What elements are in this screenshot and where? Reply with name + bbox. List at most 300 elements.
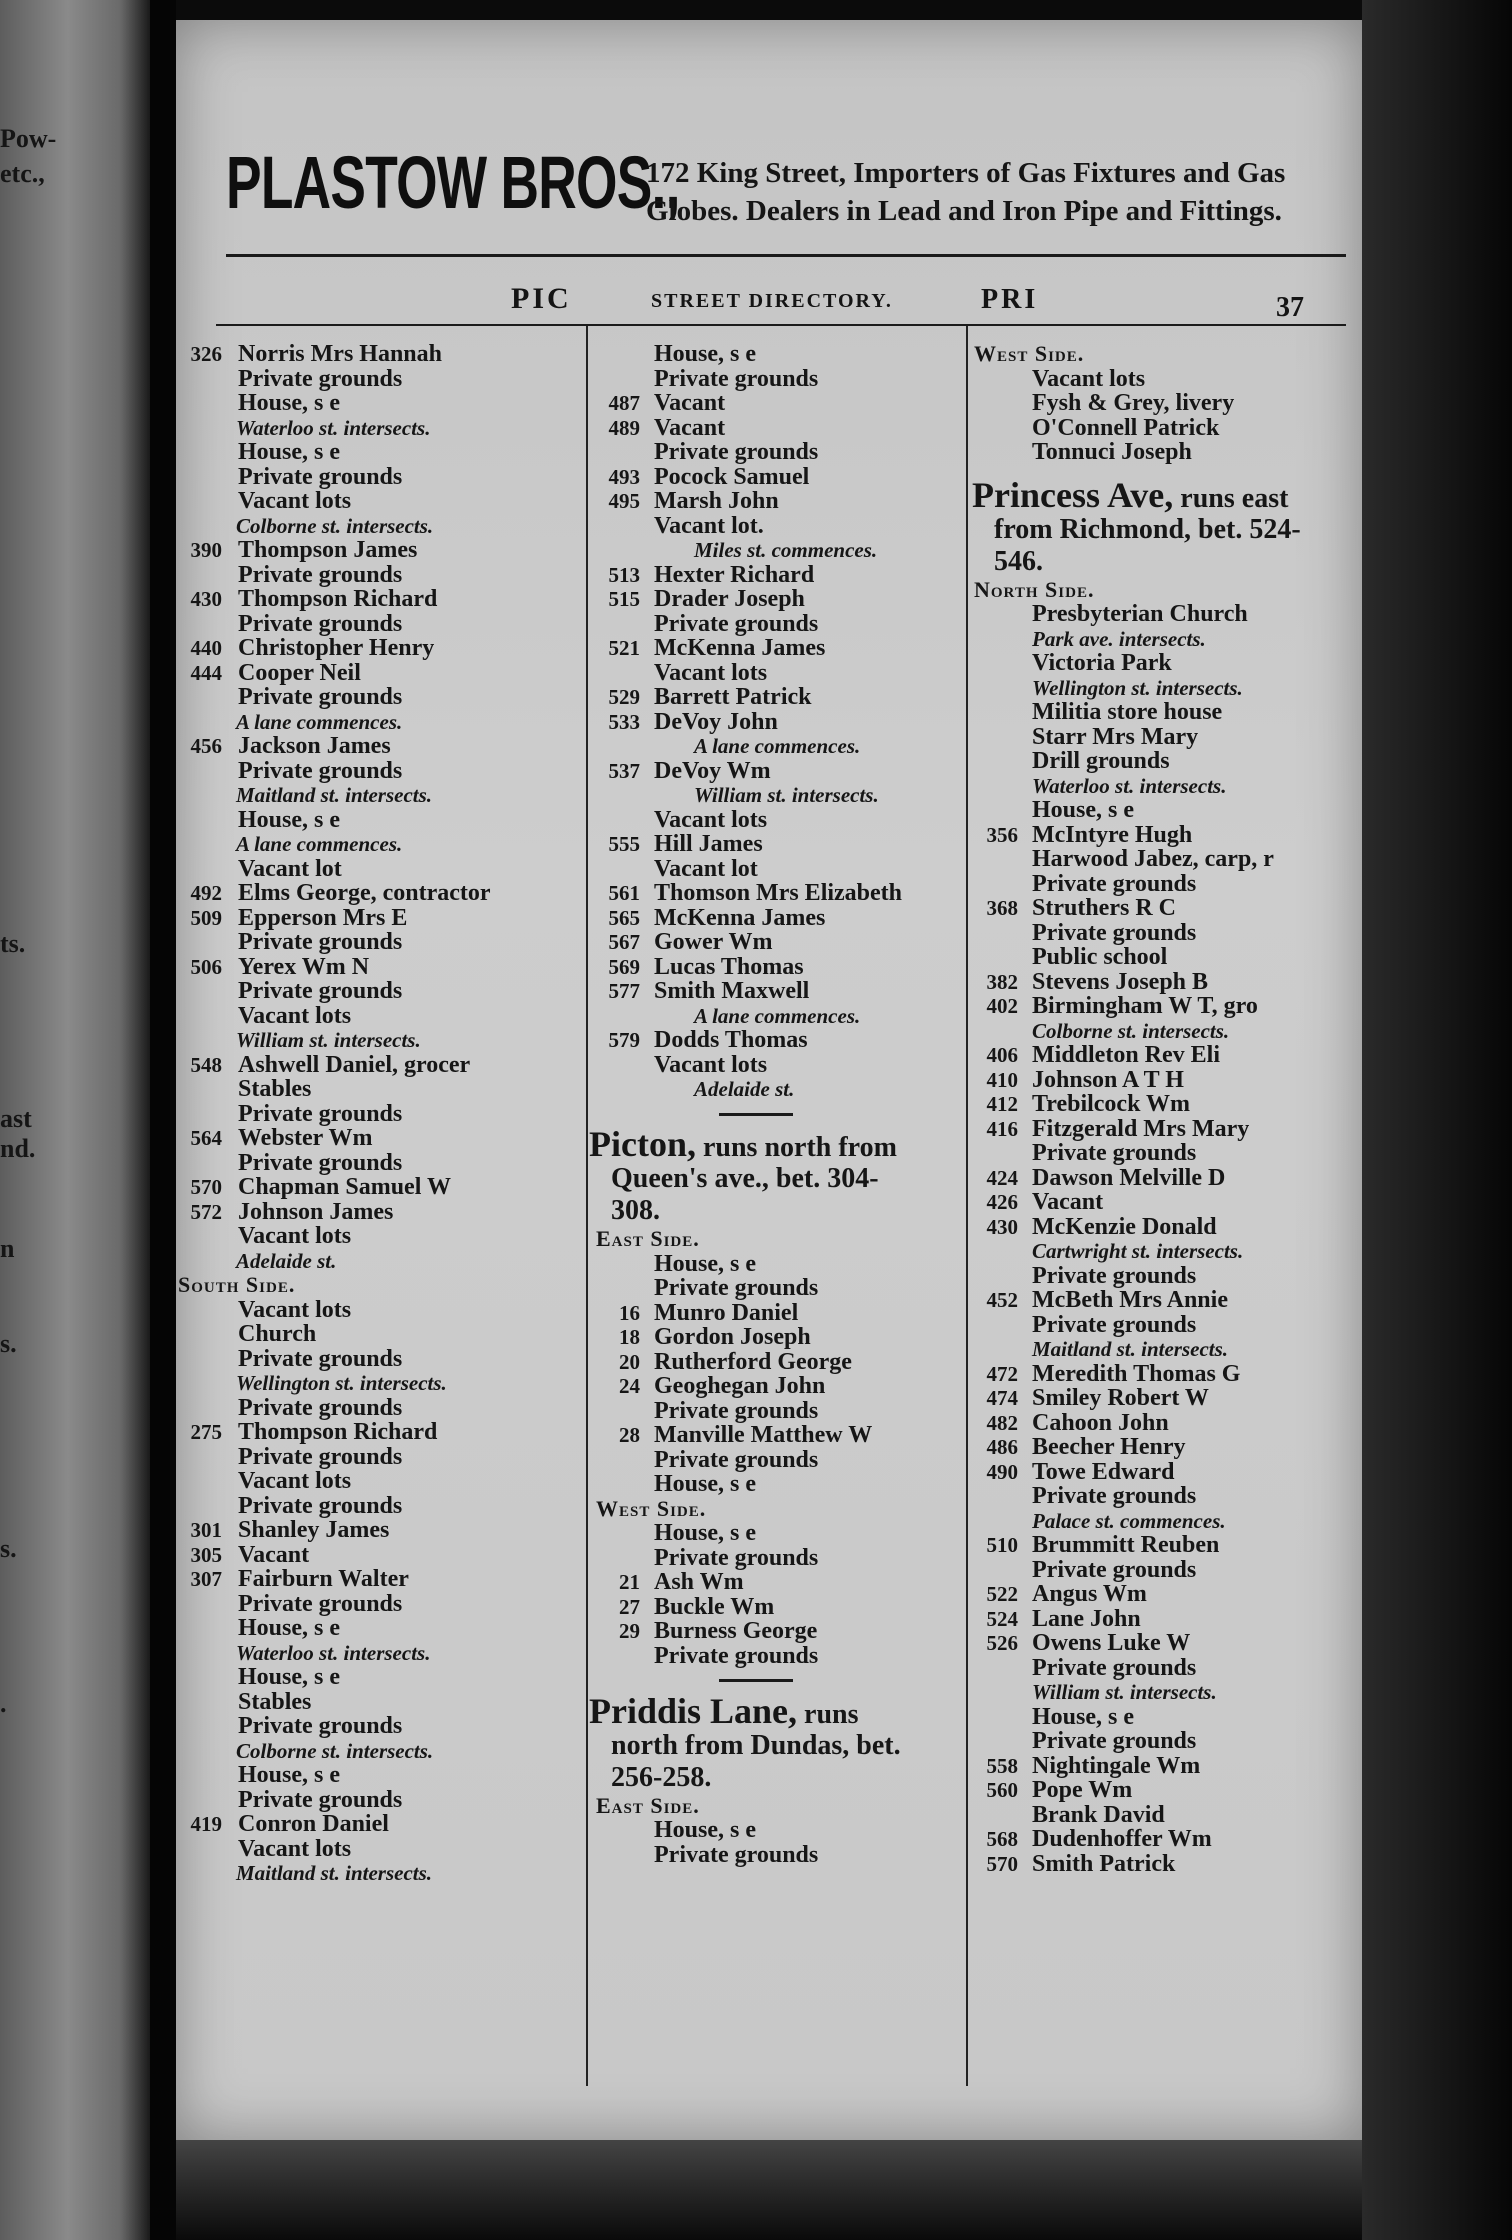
directory-entry bbox=[594, 1028, 964, 1053]
entry-name: Private grounds bbox=[1032, 1483, 1197, 1509]
directory-entry bbox=[972, 1729, 1352, 1754]
house-number: 472 bbox=[986, 1361, 1018, 1386]
entry-name: Private grounds bbox=[1032, 1654, 1197, 1681]
entry-name: House, s e bbox=[654, 1471, 756, 1497]
entry-name: Thomson Mrs Elizabeth bbox=[654, 880, 903, 906]
house-number: 522 bbox=[986, 1582, 1018, 1606]
entry-name: Vacant lots bbox=[238, 1296, 352, 1323]
house-number: 577 bbox=[608, 979, 640, 1003]
entry-name: House, s e bbox=[238, 390, 340, 416]
entry-name: Manville Matthew W bbox=[654, 1422, 873, 1448]
directory-entry bbox=[176, 1788, 576, 1813]
cross-street-note bbox=[594, 783, 964, 808]
directory-entry bbox=[176, 538, 576, 563]
entry-name: Private grounds bbox=[238, 1492, 403, 1519]
directory-entry bbox=[972, 1607, 1352, 1632]
directory-entry bbox=[594, 685, 964, 710]
house-number: 529 bbox=[608, 685, 640, 709]
directory-entry bbox=[594, 489, 964, 514]
entry-name: Vacant bbox=[1032, 1189, 1104, 1215]
entry-name: Smith Patrick bbox=[1032, 1850, 1176, 1877]
entry-name: Smiley Robert W bbox=[1032, 1385, 1209, 1411]
entry-name: Private grounds bbox=[1032, 1311, 1197, 1338]
entry-name: Vacant lots bbox=[654, 659, 768, 686]
directory-entry bbox=[176, 808, 576, 833]
directory-entry bbox=[594, 1053, 964, 1078]
street-description-text: Queen's ave., bet. 304- bbox=[611, 1163, 879, 1194]
house-number: 416 bbox=[986, 1116, 1018, 1141]
entry-name: Private grounds bbox=[1032, 919, 1197, 946]
entry-name: Fysh & Grey, livery bbox=[1032, 390, 1235, 416]
entry-name: Pocock Samuel bbox=[654, 463, 810, 490]
entry-name: Thompson Richard bbox=[238, 1419, 438, 1445]
directory-entry bbox=[176, 1812, 576, 1837]
directory-entry bbox=[594, 1374, 964, 1399]
house-number: 24 bbox=[619, 1374, 640, 1398]
house-number: 567 bbox=[608, 930, 640, 954]
house-number: 406 bbox=[986, 1043, 1018, 1067]
entry-name: Private grounds bbox=[1032, 870, 1197, 897]
house-number: 20 bbox=[619, 1349, 640, 1374]
directory-entry bbox=[972, 1068, 1352, 1093]
directory-entry bbox=[972, 602, 1352, 627]
cross-street-note bbox=[972, 676, 1352, 701]
directory-entry bbox=[972, 1582, 1352, 1607]
directory-entry bbox=[594, 1818, 964, 1843]
entry-name: DeVoy Wm bbox=[654, 757, 771, 784]
directory-entry bbox=[176, 1053, 576, 1078]
cross-street-note bbox=[972, 1509, 1352, 1534]
house-number: 27 bbox=[619, 1594, 640, 1619]
entry-name: Private grounds bbox=[1032, 1262, 1197, 1289]
directory-entry bbox=[594, 342, 964, 367]
side-heading-text: East Side. bbox=[596, 1792, 700, 1818]
street-name: Priddis Lane, runs bbox=[589, 1690, 859, 1731]
directory-entry bbox=[176, 734, 576, 759]
entry-name: Private grounds bbox=[654, 1544, 819, 1571]
cross-street-text: A lane commences. bbox=[236, 709, 403, 734]
entry-name: McKenna James bbox=[654, 635, 826, 661]
header-rule bbox=[226, 254, 1346, 257]
street-description: runs east bbox=[1173, 482, 1289, 514]
directory-column-3 bbox=[972, 342, 1352, 1876]
directory-entry bbox=[594, 514, 964, 539]
house-number: 16 bbox=[619, 1300, 640, 1325]
directory-entry bbox=[972, 749, 1352, 774]
side-heading bbox=[972, 342, 1352, 367]
cross-street-text: Colborne st. intersects. bbox=[1032, 1018, 1230, 1043]
side-heading-text: West Side. bbox=[974, 341, 1085, 366]
entry-name: Brummitt Reuben bbox=[1032, 1532, 1220, 1558]
entry-name: Vacant bbox=[654, 390, 726, 416]
directory-entry bbox=[972, 1435, 1352, 1460]
directory-entry bbox=[594, 1448, 964, 1473]
directory-entry bbox=[176, 1420, 576, 1445]
directory-entry bbox=[972, 1754, 1352, 1779]
directory-entry bbox=[594, 367, 964, 392]
street-description-text: from Richmond, bet. 524- bbox=[994, 513, 1301, 545]
directory-entry bbox=[594, 832, 964, 857]
entry-name: Middleton Rev Eli bbox=[1032, 1042, 1221, 1068]
directory-entry bbox=[594, 1350, 964, 1375]
directory-entry bbox=[594, 1521, 964, 1546]
directory-entry bbox=[972, 416, 1352, 441]
cross-street-note bbox=[176, 1371, 576, 1396]
entry-name: Vacant bbox=[654, 414, 726, 441]
entry-name: Harwood Jabez, carp, r bbox=[1032, 846, 1274, 872]
directory-entry bbox=[176, 563, 576, 588]
directory-entry bbox=[176, 367, 576, 392]
entry-name: Presbyterian Church bbox=[1032, 601, 1248, 627]
entry-name: Private grounds bbox=[1032, 1140, 1197, 1166]
cross-street-note bbox=[594, 538, 964, 563]
entry-name: Private grounds bbox=[238, 978, 403, 1004]
house-number: 510 bbox=[986, 1533, 1018, 1557]
house-number: 490 bbox=[986, 1459, 1018, 1484]
entry-name: Burness George bbox=[654, 1618, 818, 1644]
directory-entry bbox=[176, 979, 576, 1004]
house-number: 521 bbox=[608, 636, 640, 660]
directory-entry bbox=[176, 1077, 576, 1102]
directory-entry bbox=[972, 1190, 1352, 1215]
house-number: 356 bbox=[986, 822, 1018, 847]
entry-name: Webster Wm bbox=[238, 1125, 373, 1151]
entry-name: Public school bbox=[1032, 944, 1168, 970]
cross-street-text: A lane commences. bbox=[236, 832, 403, 856]
entry-name: Stables bbox=[238, 1688, 312, 1715]
cross-street-text: Park ave. intersects. bbox=[1032, 626, 1206, 651]
entry-name: Private grounds bbox=[238, 1100, 403, 1127]
entry-name: Hill James bbox=[654, 831, 763, 857]
directory-entry bbox=[594, 1570, 964, 1595]
left-page-fragment: Pow- bbox=[0, 124, 57, 153]
directory-entry bbox=[972, 1288, 1352, 1313]
house-number: 305 bbox=[190, 1542, 222, 1567]
entry-name: Vacant lots bbox=[238, 1002, 352, 1029]
street-description-text: 546. bbox=[994, 545, 1043, 577]
entry-name: Private grounds bbox=[238, 1394, 403, 1421]
house-number: 564 bbox=[190, 1126, 222, 1150]
entry-name: Vacant lots bbox=[654, 806, 768, 833]
directory-entry bbox=[972, 823, 1352, 848]
entry-name: Private grounds bbox=[238, 561, 403, 588]
house-number: 492 bbox=[190, 881, 222, 905]
directory-entry bbox=[176, 1396, 576, 1421]
entry-name: Vacant lots bbox=[1032, 365, 1146, 392]
directory-entry bbox=[176, 1763, 576, 1788]
side-heading bbox=[176, 1273, 576, 1298]
directory-entry bbox=[176, 1298, 576, 1323]
entry-name: Geoghegan John bbox=[654, 1373, 826, 1399]
cross-street-text: William st. intersects. bbox=[1032, 1680, 1217, 1704]
entry-name: Barrett Patrick bbox=[654, 684, 812, 710]
entry-name: Vacant lot. bbox=[654, 512, 764, 539]
cross-street-note bbox=[176, 1739, 576, 1764]
directory-entry bbox=[972, 1043, 1352, 1068]
cross-street-text: Adelaide st. bbox=[694, 1077, 795, 1101]
entry-name: Private grounds bbox=[238, 610, 403, 637]
directory-entry bbox=[176, 1518, 576, 1543]
entry-name: Private grounds bbox=[654, 1841, 819, 1868]
entry-name: Private grounds bbox=[238, 1713, 403, 1739]
directory-entry bbox=[972, 700, 1352, 725]
side-heading-text: North Side. bbox=[974, 576, 1095, 602]
directory-entry bbox=[972, 651, 1352, 676]
entry-name: Struthers R C bbox=[1032, 895, 1176, 921]
entry-name: Private grounds bbox=[238, 1345, 403, 1372]
entry-name: Private grounds bbox=[654, 1642, 819, 1669]
entry-name: Vacant lots bbox=[654, 1051, 768, 1078]
cross-street-note bbox=[176, 832, 576, 857]
section-rule bbox=[594, 1102, 964, 1127]
house-number: 533 bbox=[608, 709, 640, 734]
cross-street-text: Wellington st. intersects. bbox=[236, 1371, 447, 1395]
directory-entry bbox=[176, 857, 576, 882]
directory-entry bbox=[176, 612, 576, 637]
entry-name: Tonnuci Joseph bbox=[1032, 439, 1192, 465]
cross-street-note bbox=[176, 783, 576, 808]
side-heading bbox=[972, 578, 1352, 603]
house-number: 561 bbox=[608, 881, 640, 905]
cross-street-note bbox=[176, 514, 576, 539]
entry-name: Vacant lot bbox=[654, 855, 758, 882]
directory-entry bbox=[176, 1616, 576, 1641]
house-number: 29 bbox=[619, 1619, 640, 1643]
entry-name: Thompson James bbox=[238, 537, 418, 563]
cross-street-text: Waterloo st. intersects. bbox=[236, 415, 431, 440]
directory-entry bbox=[594, 1644, 964, 1669]
directory-column-1 bbox=[176, 342, 576, 1886]
cross-street-note bbox=[972, 774, 1352, 799]
cross-street-text: Cartwright st. intersects. bbox=[1032, 1239, 1244, 1263]
house-number: 382 bbox=[986, 969, 1018, 994]
directory-entry bbox=[972, 1631, 1352, 1656]
directory-entry bbox=[176, 1469, 576, 1494]
street-description-line bbox=[594, 1195, 964, 1227]
directory-entry bbox=[972, 440, 1352, 465]
entry-name: Private grounds bbox=[238, 1149, 403, 1176]
house-number: 307 bbox=[190, 1567, 222, 1591]
entry-name: Johnson James bbox=[238, 1198, 394, 1225]
cross-street-note bbox=[972, 1680, 1352, 1705]
directory-entry bbox=[594, 440, 964, 465]
entry-name: Vacant lots bbox=[238, 1223, 352, 1249]
directory-entry bbox=[594, 1325, 964, 1350]
directory-entry bbox=[972, 391, 1352, 416]
entry-name: Vacant bbox=[238, 1541, 310, 1568]
entry-name: Cooper Neil bbox=[238, 659, 361, 686]
left-page-fragment: nd. bbox=[0, 1134, 36, 1163]
cross-street-text: Wellington st. intersects. bbox=[1032, 675, 1243, 700]
left-page-fragment: s. bbox=[0, 1534, 17, 1563]
directory-entry bbox=[176, 685, 576, 710]
directory-entry bbox=[176, 1665, 576, 1690]
directory-column-2 bbox=[589, 341, 964, 1868]
directory-entry bbox=[594, 465, 964, 490]
directory-entry bbox=[594, 1276, 964, 1301]
side-heading-text: South Side. bbox=[178, 1272, 296, 1297]
entry-name: Private grounds bbox=[654, 439, 819, 465]
entry-name: House, s e bbox=[1032, 797, 1134, 823]
directory-entry bbox=[972, 872, 1352, 897]
directory-entry bbox=[594, 636, 964, 661]
advertisement-text: 172 King Street, Importers of Gas Fixtures and Gas Globes. Dealers in Lead and Iron Pipe and Fittings. bbox=[646, 157, 1286, 227]
entry-name: Private grounds bbox=[654, 1446, 819, 1473]
directory-entry bbox=[594, 1595, 964, 1620]
entry-name: Militia store house bbox=[1032, 699, 1223, 725]
entry-name: McKenzie Donald bbox=[1032, 1213, 1217, 1240]
street-description-text: 308. bbox=[611, 1195, 660, 1226]
entry-name: Ash Wm bbox=[654, 1569, 744, 1595]
entry-name: Private grounds bbox=[238, 463, 403, 490]
entry-name: Victoria Park bbox=[1032, 650, 1172, 676]
cross-street-text: William st. intersects. bbox=[236, 1028, 421, 1052]
directory-entry bbox=[176, 1200, 576, 1225]
entry-name: Private grounds bbox=[654, 610, 819, 637]
cross-street-note bbox=[176, 1028, 576, 1053]
directory-entry bbox=[176, 881, 576, 906]
house-number: 513 bbox=[608, 562, 640, 587]
house-number: 424 bbox=[986, 1165, 1018, 1190]
directory-entry bbox=[972, 1827, 1352, 1852]
cross-street-text: William st. intersects. bbox=[694, 783, 879, 807]
cross-street-note bbox=[176, 1249, 576, 1274]
side-heading bbox=[594, 1497, 964, 1522]
house-number: 426 bbox=[986, 1190, 1018, 1214]
street-description-line bbox=[594, 1163, 964, 1195]
directory-entry bbox=[176, 1494, 576, 1519]
directory-entry bbox=[594, 881, 964, 906]
entry-name: Towe Edward bbox=[1032, 1458, 1175, 1485]
entry-name: McKenna James bbox=[654, 904, 826, 931]
entry-name: House, s e bbox=[238, 1762, 340, 1788]
directory-entry bbox=[176, 489, 576, 514]
entry-name: Birmingham W T, gro bbox=[1032, 993, 1258, 1019]
directory-entry bbox=[972, 1386, 1352, 1411]
cross-street-text: Maitland st. intersects. bbox=[236, 1861, 433, 1885]
entry-name: Ashwell Daniel, grocer bbox=[238, 1051, 471, 1078]
street-description: runs north from bbox=[695, 1132, 897, 1163]
directory-entry bbox=[176, 587, 576, 612]
entry-name: Smith Maxwell bbox=[654, 978, 810, 1004]
entry-name: Fitzgerald Mrs Mary bbox=[1032, 1115, 1250, 1142]
directory-entry bbox=[972, 896, 1352, 921]
house-number: 570 bbox=[986, 1851, 1018, 1876]
directory-entry bbox=[594, 759, 964, 784]
house-number: 21 bbox=[619, 1570, 640, 1594]
entry-name: Private grounds bbox=[654, 1397, 819, 1424]
entry-name: Yerex Wm N bbox=[238, 953, 370, 980]
entry-name: Private grounds bbox=[238, 684, 403, 710]
cross-street-note bbox=[972, 1019, 1352, 1044]
entry-name: Christopher Henry bbox=[238, 635, 435, 661]
entry-name: Private grounds bbox=[238, 1786, 403, 1813]
cross-street-text: Waterloo st. intersects. bbox=[236, 1640, 431, 1665]
entry-name: Gower Wm bbox=[654, 929, 773, 955]
entry-name: House, s e bbox=[238, 1615, 340, 1641]
directory-entry bbox=[594, 1399, 964, 1424]
entry-name: Pope Wm bbox=[1032, 1777, 1133, 1803]
directory-entry bbox=[972, 1852, 1352, 1877]
running-head-right: PRI bbox=[981, 284, 1039, 315]
entry-name: Jackson James bbox=[238, 733, 391, 759]
directory-entry bbox=[594, 587, 964, 612]
house-number: 560 bbox=[986, 1778, 1018, 1802]
side-heading bbox=[594, 1227, 964, 1252]
directory-entry bbox=[972, 970, 1352, 995]
entry-name: Drader Joseph bbox=[654, 586, 805, 612]
page-number: 37 bbox=[1276, 292, 1304, 323]
house-number: 326 bbox=[190, 342, 222, 366]
entry-name: Meredith Thomas G bbox=[1032, 1360, 1241, 1387]
entry-name: Elms George, contractor bbox=[238, 880, 491, 906]
entry-name: Shanley James bbox=[238, 1517, 390, 1543]
directory-entry bbox=[972, 367, 1352, 392]
directory-entry bbox=[176, 636, 576, 661]
left-page-fragment: etc., bbox=[0, 159, 45, 188]
street-description-text: north from Dundas, bet. bbox=[611, 1729, 901, 1761]
entry-name: McIntyre Hugh bbox=[1032, 821, 1193, 848]
cross-street-text: Palace st. commences. bbox=[1032, 1508, 1226, 1533]
cross-street-note bbox=[972, 627, 1352, 652]
cross-street-note bbox=[594, 1077, 964, 1102]
directory-entry bbox=[594, 808, 964, 833]
house-number: 430 bbox=[190, 587, 222, 611]
directory-entry bbox=[972, 798, 1352, 823]
entry-name: Vacant lots bbox=[238, 488, 352, 514]
entry-name: Vacant lot bbox=[238, 855, 342, 882]
directory-entry bbox=[594, 1472, 964, 1497]
directory-entry bbox=[176, 1567, 576, 1592]
house-number: 474 bbox=[986, 1386, 1018, 1410]
house-number: 482 bbox=[986, 1410, 1018, 1435]
street-name: Picton, runs north from bbox=[589, 1124, 897, 1164]
left-page-fragment: ast bbox=[0, 1104, 32, 1133]
entry-name: DeVoy John bbox=[654, 708, 778, 735]
entry-name: Norris Mrs Hannah bbox=[238, 341, 442, 367]
cross-street-text: A lane commences. bbox=[694, 734, 861, 758]
left-page-fragment: ts. bbox=[0, 929, 26, 958]
page-shadow-bottom bbox=[176, 2140, 1362, 2240]
entry-name: House, s e bbox=[238, 806, 340, 833]
cross-street-text: Waterloo st. intersects. bbox=[1032, 773, 1227, 798]
house-number: 506 bbox=[190, 954, 222, 979]
directory-entry bbox=[972, 1166, 1352, 1191]
house-number: 452 bbox=[986, 1288, 1018, 1312]
directory-entry bbox=[972, 1533, 1352, 1558]
entry-name: Church bbox=[238, 1321, 317, 1347]
directory-entry bbox=[594, 563, 964, 588]
house-number: 419 bbox=[190, 1812, 222, 1836]
directory-entry bbox=[176, 1837, 576, 1862]
cross-street-note bbox=[594, 1004, 964, 1029]
street-heading bbox=[589, 1690, 964, 1731]
entry-name: Trebilcock Wm bbox=[1032, 1091, 1190, 1117]
directory-entry bbox=[972, 725, 1352, 750]
directory-entry bbox=[176, 759, 576, 784]
entry-name: House, s e bbox=[654, 341, 756, 367]
entry-name: Stables bbox=[238, 1076, 312, 1102]
directory-entry bbox=[972, 1778, 1352, 1803]
directory-entry bbox=[972, 1117, 1352, 1142]
entry-name: Munro Daniel bbox=[654, 1299, 799, 1326]
left-page-fragment: s. bbox=[0, 1329, 17, 1358]
street-heading bbox=[972, 474, 1352, 515]
house-number: 570 bbox=[190, 1175, 222, 1199]
street-description-line bbox=[594, 1730, 964, 1762]
house-number: 440 bbox=[190, 636, 222, 660]
entry-name: Chapman Samuel W bbox=[238, 1174, 451, 1200]
